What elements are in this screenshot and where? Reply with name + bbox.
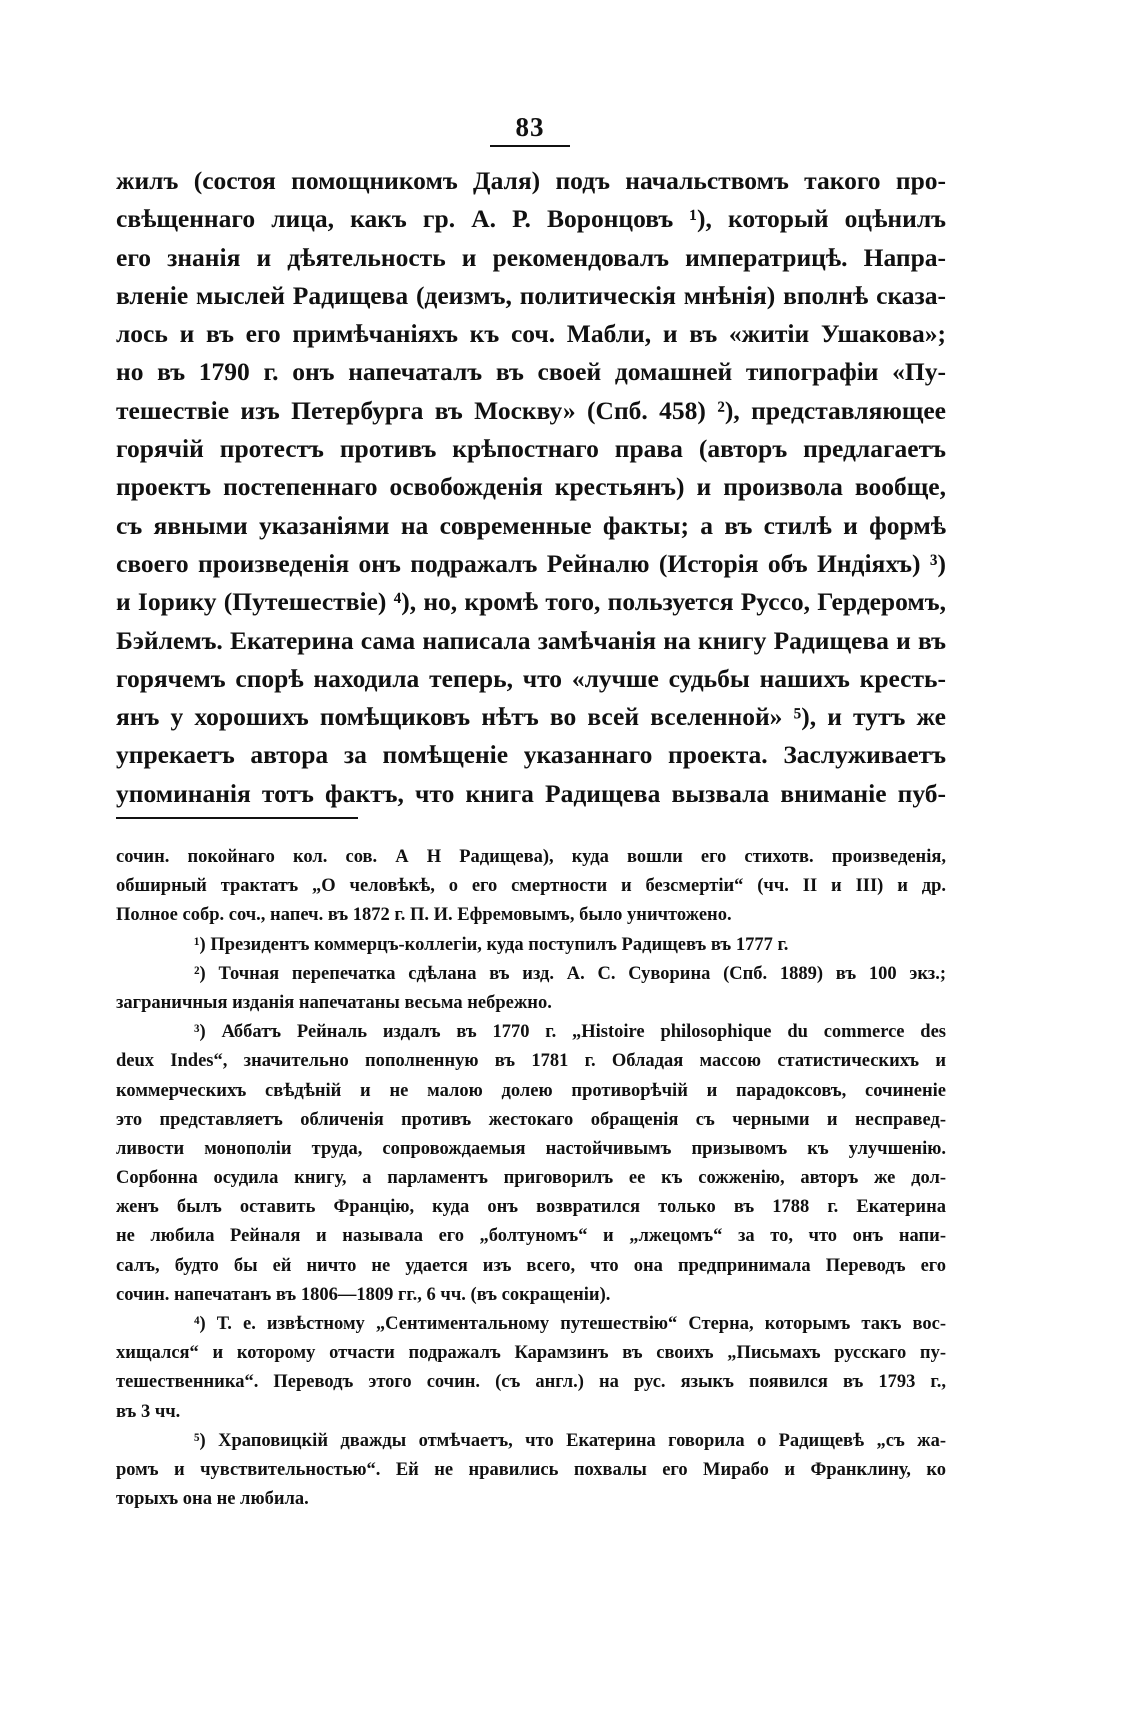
footnote-line: ³) Аббатъ Рейналь издалъ въ 1770 г. „Histoire philosophique du commerce des (194, 1022, 946, 1043)
footnote-line: ⁵) Храповицкій дважды отмѣчаетъ, что Екатерина говорила о Радищевѣ „съ жа- (194, 1430, 946, 1451)
footnotes (116, 843, 946, 1514)
footnote-line: deux Indes“, значительно пополненную въ 1781 г. Обладая массою статистическихъ и (116, 1051, 946, 1072)
footnote-line: ¹) Президентъ коммерцъ-коллегіи, куда поступилъ Радищевъ въ 1777 г. (194, 934, 789, 955)
footnote-line: ливости монополіи труда, сопровождаемыя настойчивымъ призывомъ къ улучшенію. (116, 1138, 946, 1159)
page-number-underline (490, 145, 570, 147)
footnote-5 (116, 1427, 946, 1515)
footnote-line: ⁴) Т. е. извѣстному „Сентиментальному путешествію“ Стерна, которымъ такъ вос- (194, 1314, 946, 1334)
text-line: тешествіе изъ Петербурга въ Москву» (Спб. 458) ²), представляющее (116, 395, 946, 425)
text-line: горячій протестъ противъ крѣпостнаго права (авторъ предлагаетъ (116, 434, 946, 464)
footnote-line: торыхъ она не любила. (116, 1489, 309, 1510)
main-text (116, 162, 946, 813)
footnote-line: тешественника“. Переводъ этого сочин. (съ англ.) на рус. языкъ появился въ 1793 г., (116, 1372, 946, 1393)
footnote-3 (116, 1018, 946, 1310)
text-line: но въ 1790 г. онъ напечаталъ въ своей домашней типографіи «Пу- (116, 357, 946, 387)
footnote-2 (116, 960, 946, 1018)
text-line: янъ у хорошихъ помѣщиковъ нѣтъ во всей вселенной» ⁵), и тутъ же (116, 702, 946, 732)
text-line: горячемъ спорѣ находила теперь, что «лучше судьбы нашихъ кресть- (116, 663, 946, 693)
footnote-line: заграничныя изданія напечатаны весьма небрежно. (116, 992, 552, 1013)
text-line: его знанія и дѣятельность и рекомендовалъ императрицѣ. Напра- (116, 242, 946, 272)
footnote-1 (116, 931, 946, 960)
footnote-line: женъ былъ оставить Францію, куда онъ возвратился только въ 1788 г. Екатерина (116, 1197, 946, 1218)
text-line: и Іорику (Путешествіе) ⁴), но, кромѣ того, пользуется Руссо, Гердеромъ, (116, 587, 946, 617)
footnote-4 (116, 1310, 946, 1427)
footnote-line: это представляетъ обличенія противъ жестокаго обращенія съ черными и несправед- (116, 1109, 946, 1130)
footnote-line: ромъ и чувствительностью“. Ей не нравились похвалы его Мирабо и Франклину, ко (116, 1459, 946, 1480)
footnote-line: въ 3 чч. (116, 1401, 181, 1422)
text-line: упрекаетъ автора за помѣщеніе указаннаго проекта. Заслуживаетъ (116, 740, 946, 770)
footnote-line: хищался“ и которому отчасти подражалъ Карамзинъ въ своихъ „Письмахъ русскаго пу- (116, 1343, 946, 1364)
text-line: лось и въ его примѣчаніяхъ къ соч. Мабли, и въ «житіи Ушакова»; (116, 319, 946, 349)
text-line: жилъ (состоя помощникомъ Даля) подъ начальствомъ такого про- (116, 166, 946, 195)
footnote-line: обширный трактатъ „О человѣкѣ, о его смертности и безсмертіи“ (чч. II и III) и др. (116, 876, 946, 897)
footnote-line: коммерческихъ свѣдѣній и не малою долею противорѣчій и парадоксовъ, сочиненіе (116, 1080, 946, 1101)
footnote-line: ²) Точная перепечатка сдѣлана въ изд. А. С. Суворина (Спб. 1889) въ 100 экз.; (194, 963, 946, 984)
footnote-line: не любила Рейналя и называла его „болтуномъ“ и „лжецомъ“ за то, что онъ напи- (116, 1226, 946, 1247)
footnote-separator (116, 817, 358, 819)
footnote-line: салъ, будто бы ей ничто не удается изъ всего, что она предпринимала Переводъ его (116, 1255, 946, 1276)
text-line: съ явными указаніями на современные факты; а въ стилѣ и формѣ (116, 510, 946, 540)
text-line: своего произведенія онъ подражалъ Рейналю (Исторія объ Индіяхъ) ³) (116, 548, 946, 578)
footnote-line: Полное собр. соч., напеч. въ 1872 г. П. И. Ефремовымъ, было уничтожено. (116, 905, 732, 926)
page-number: 83 (515, 112, 545, 142)
text-line: проектъ постепеннаго освобожденія крестьянъ) и произвола вообще, (116, 472, 946, 502)
text-line: Бэйлемъ. Екатерина сама написала замѣчанія на книгу Радищева и въ (116, 625, 946, 655)
text-line: свѣщеннаго лица, какъ гр. А. Р. Воронцовъ ¹), который оцѣнилъ (116, 204, 946, 234)
text-line: вленіе мыслей Радищева (деизмъ, политическія мнѣнія) вполнѣ сказа- (116, 280, 946, 310)
footnote-line: сочин. покойнаго кол. сов. А Н Радищева), куда вошли его стихотв. произведенія, (116, 847, 946, 867)
footnote-continuation (116, 843, 946, 931)
footnote-line: Сорбонна осудила книгу, а парламентъ приговорилъ ее къ сожженію, авторъ же дол- (116, 1168, 946, 1189)
footnote-line: сочин. напечатанъ въ 1806—1809 гг., 6 чч. (въ сокращеніи). (116, 1284, 611, 1305)
text-line: упоминанія тотъ фактъ, что книга Радищева вызвала вниманіе пуб- (116, 778, 946, 808)
